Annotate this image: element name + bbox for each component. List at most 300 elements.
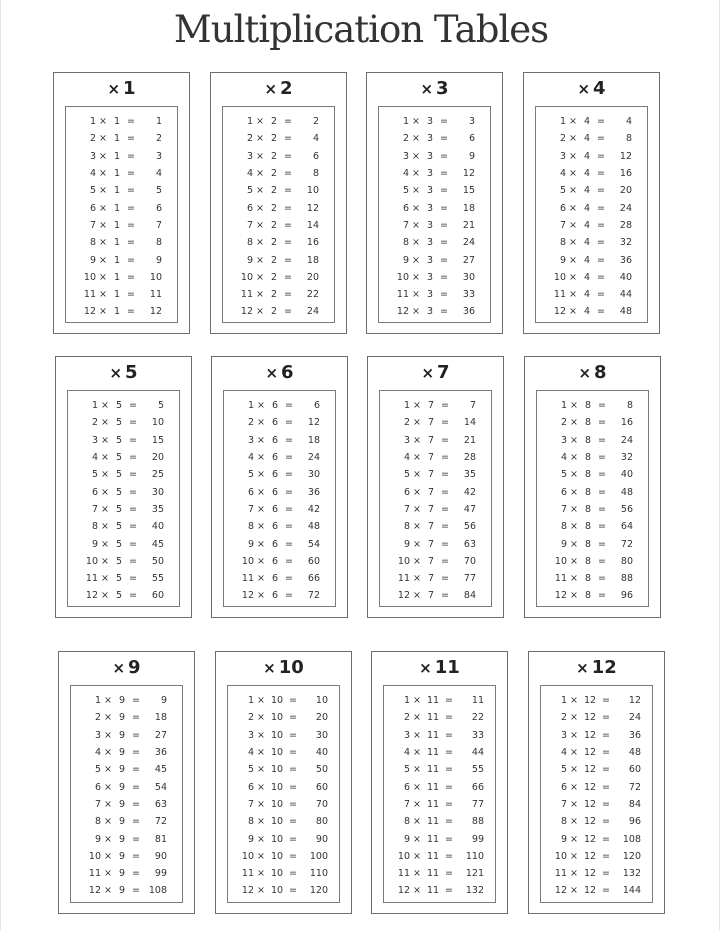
times-symbol: × — [256, 289, 264, 301]
multiplicand: 5 — [115, 538, 123, 550]
equals-symbol: = — [445, 695, 453, 707]
times-table-card — [211, 356, 348, 618]
times-symbol: × — [256, 168, 264, 180]
multiplier: 5 — [560, 764, 567, 776]
times-symbol: × — [413, 555, 421, 567]
multiplicand: 6 — [271, 434, 279, 446]
multiplier: 10 — [554, 555, 567, 567]
equals-symbol: = — [441, 521, 449, 533]
multiplicand: 3 — [426, 237, 434, 249]
fact-row — [536, 182, 647, 199]
equals-symbol: = — [597, 133, 605, 145]
multiplier: 3 — [403, 729, 410, 741]
multiplier: 11 — [240, 289, 253, 301]
equals-symbol: = — [445, 764, 453, 776]
equals-symbol: = — [127, 150, 135, 162]
multiplicand: 2 — [270, 254, 278, 266]
product: 40 — [619, 271, 632, 283]
product: 32 — [619, 237, 632, 249]
times-symbol: × — [101, 417, 109, 429]
times-symbol: × — [570, 521, 578, 533]
multiplicand: 8 — [584, 434, 592, 446]
multiplier: 9 — [559, 254, 566, 266]
multiplier: 8 — [403, 816, 410, 828]
fact-row — [228, 692, 339, 709]
times-table-card — [210, 72, 347, 334]
multiplicand: 5 — [115, 469, 123, 481]
fact-row — [66, 303, 177, 320]
multiplicand: 12 — [583, 729, 597, 741]
multiplier: 9 — [91, 538, 98, 550]
multiplicand: 1 — [113, 219, 121, 231]
table-number: 4 — [593, 78, 606, 99]
fact-row — [71, 727, 182, 744]
times-symbol: × — [257, 781, 265, 793]
times-symbol: × — [412, 116, 420, 128]
times-table-card — [366, 72, 503, 334]
fact-row — [228, 830, 339, 847]
fact-row — [536, 217, 647, 234]
times-symbol: × — [570, 573, 578, 585]
times-symbol: × — [101, 452, 109, 464]
fact-row — [228, 813, 339, 830]
times-symbol: × — [570, 764, 578, 776]
fact-row — [379, 130, 490, 147]
product: 48 — [620, 486, 633, 498]
product: 132 — [622, 868, 641, 880]
times-table-card — [524, 356, 661, 618]
times-symbol: × — [413, 400, 421, 412]
times-symbol: × — [104, 816, 112, 828]
times-symbol: × — [570, 885, 578, 897]
product: 2 — [312, 116, 319, 128]
product: 12 — [306, 202, 319, 214]
equals-symbol: = — [445, 798, 453, 810]
multiplier: 4 — [560, 747, 567, 759]
fact-row — [224, 397, 335, 414]
equals-symbol: = — [284, 306, 292, 318]
fact-row — [537, 535, 648, 552]
fact-row — [384, 709, 495, 726]
multiplicand: 5 — [115, 486, 123, 498]
times-symbol: × — [99, 168, 107, 180]
equals-symbol: = — [289, 816, 297, 828]
multiplier: 1 — [246, 116, 253, 128]
times-symbol: × — [569, 150, 577, 162]
times-symbol: × — [413, 590, 421, 602]
multiplier: 11 — [83, 289, 96, 301]
equals-symbol: = — [441, 400, 449, 412]
multiplicand: 10 — [270, 850, 284, 862]
multiplicand: 6 — [271, 400, 279, 412]
multiplicand: 6 — [271, 417, 279, 429]
multiplicand: 8 — [584, 573, 592, 585]
times-symbol: × — [570, 503, 578, 515]
multiplicand: 1 — [113, 185, 121, 197]
times-symbol: × — [257, 417, 265, 429]
equals-symbol: = — [289, 729, 297, 741]
product: 16 — [306, 237, 319, 249]
multiplicand: 4 — [583, 237, 591, 249]
product: 6 — [468, 133, 475, 145]
equals-symbol: = — [129, 590, 137, 602]
product: 18 — [154, 712, 167, 724]
equals-symbol: = — [597, 202, 605, 214]
fact-row — [541, 882, 652, 899]
times-symbol: × — [256, 254, 264, 266]
equals-symbol: = — [289, 850, 297, 862]
times-symbol: × — [412, 133, 420, 145]
table-heading — [368, 357, 503, 389]
times-symbol: × — [257, 885, 265, 897]
times-symbol: × — [256, 237, 264, 249]
equals-symbol: = — [129, 469, 137, 481]
fact-row — [68, 587, 179, 604]
fact-row — [537, 553, 648, 570]
multiplier: 3 — [94, 729, 101, 741]
times-symbol: × — [257, 555, 265, 567]
product: 84 — [463, 590, 476, 602]
times-symbol: × — [99, 237, 107, 249]
equals-symbol: = — [441, 417, 449, 429]
equals-symbol: = — [132, 833, 140, 845]
fact-row — [224, 570, 335, 587]
times-symbol: × — [569, 116, 577, 128]
multiplicand: 6 — [271, 538, 279, 550]
multiplicand: 4 — [583, 150, 591, 162]
product: 72 — [154, 816, 167, 828]
times-symbol: × — [412, 150, 420, 162]
times-symbol: × — [413, 885, 421, 897]
fact-row — [68, 570, 179, 587]
multiplier: 6 — [403, 781, 410, 793]
equals-symbol: = — [129, 417, 137, 429]
product: 108 — [148, 885, 167, 897]
equals-symbol: = — [284, 150, 292, 162]
multiplier: 8 — [94, 816, 101, 828]
multiplier: 4 — [403, 452, 410, 464]
multiplicand: 8 — [584, 521, 592, 533]
multiplicand: 2 — [270, 306, 278, 318]
product: 40 — [151, 521, 164, 533]
times-symbol: × — [577, 80, 591, 98]
times-symbol: × — [570, 590, 578, 602]
product: 18 — [307, 434, 320, 446]
multiplier: 7 — [247, 503, 254, 515]
fact-row — [537, 587, 648, 604]
fact-row — [228, 848, 339, 865]
table-number: 3 — [436, 78, 449, 99]
multiplicand: 4 — [583, 185, 591, 197]
times-symbol: × — [413, 764, 421, 776]
multiplier: 9 — [247, 833, 254, 845]
times-symbol: × — [257, 469, 265, 481]
product: 16 — [620, 417, 633, 429]
multiplicand: 7 — [427, 538, 435, 550]
fact-row — [541, 830, 652, 847]
fact-row — [541, 709, 652, 726]
multiplier: 8 — [402, 237, 409, 249]
product: 12 — [462, 168, 475, 180]
times-table-card — [523, 72, 660, 334]
fact-row — [223, 113, 334, 130]
equals-symbol: = — [597, 237, 605, 249]
times-symbol: × — [412, 237, 420, 249]
equals-symbol: = — [445, 747, 453, 759]
multiplicand: 11 — [426, 764, 440, 776]
multiplicand: 10 — [270, 781, 284, 793]
fact-row — [384, 865, 495, 882]
multiplier: 5 — [403, 469, 410, 481]
times-symbol: × — [569, 271, 577, 283]
multiplier: 8 — [403, 521, 410, 533]
multiplier: 9 — [403, 833, 410, 845]
product: 45 — [154, 764, 167, 776]
times-symbol: × — [257, 590, 265, 602]
facts-box — [540, 685, 653, 903]
fact-row — [224, 553, 335, 570]
multiplier: 3 — [560, 434, 567, 446]
multiplier: 3 — [403, 434, 410, 446]
multiplicand: 3 — [426, 202, 434, 214]
fact-row — [68, 553, 179, 570]
multiplicand: 7 — [427, 400, 435, 412]
product: 72 — [307, 590, 320, 602]
times-symbol: × — [569, 168, 577, 180]
fact-row — [224, 518, 335, 535]
equals-symbol: = — [602, 781, 610, 793]
times-table-card — [528, 651, 665, 914]
product: 8 — [312, 168, 319, 180]
equals-symbol: = — [132, 798, 140, 810]
fact-row — [541, 761, 652, 778]
times-symbol: × — [421, 364, 435, 382]
multiplicand: 11 — [426, 747, 440, 759]
equals-symbol: = — [284, 219, 292, 231]
multiplier: 1 — [247, 400, 254, 412]
equals-symbol: = — [284, 185, 292, 197]
equals-symbol: = — [597, 150, 605, 162]
equals-symbol: = — [445, 833, 453, 845]
times-symbol: × — [257, 452, 265, 464]
fact-row — [224, 466, 335, 483]
fact-row — [379, 234, 490, 251]
multiplier: 2 — [89, 133, 96, 145]
equals-symbol: = — [445, 885, 453, 897]
multiplier: 5 — [91, 469, 98, 481]
times-symbol: × — [256, 219, 264, 231]
multiplicand: 8 — [584, 400, 592, 412]
fact-row — [536, 113, 647, 130]
multiplier: 8 — [247, 816, 254, 828]
multiplier: 11 — [88, 868, 101, 880]
fact-row — [66, 148, 177, 165]
multiplicand: 7 — [427, 590, 435, 602]
equals-symbol: = — [129, 555, 137, 567]
fact-row — [380, 432, 491, 449]
times-symbol: × — [101, 469, 109, 481]
equals-symbol: = — [129, 486, 137, 498]
times-symbol: × — [412, 271, 420, 283]
equals-symbol: = — [445, 868, 453, 880]
product: 110 — [465, 850, 484, 862]
equals-symbol: = — [129, 452, 137, 464]
multiplicand: 7 — [427, 521, 435, 533]
equals-symbol: = — [285, 486, 293, 498]
fact-row — [228, 865, 339, 882]
multiplicand: 3 — [426, 219, 434, 231]
multiplicand: 4 — [583, 116, 591, 128]
multiplier: 1 — [247, 695, 254, 707]
fact-row — [66, 182, 177, 199]
times-symbol: × — [256, 306, 264, 318]
times-symbol: × — [570, 833, 578, 845]
multiplicand: 11 — [426, 712, 440, 724]
equals-symbol: = — [127, 289, 135, 301]
fact-row — [380, 518, 491, 535]
times-symbol: × — [256, 133, 264, 145]
equals-symbol: = — [289, 764, 297, 776]
multiplicand: 6 — [271, 452, 279, 464]
multiplier: 5 — [89, 185, 96, 197]
multiplicand: 4 — [583, 289, 591, 301]
product: 10 — [151, 417, 164, 429]
fact-row — [379, 303, 490, 320]
multiplier: 11 — [397, 868, 410, 880]
fact-row — [384, 813, 495, 830]
multiplicand: 11 — [426, 885, 440, 897]
multiplicand: 12 — [583, 868, 597, 880]
times-symbol: × — [412, 219, 420, 231]
times-table-card — [215, 651, 352, 914]
multiplicand: 1 — [113, 237, 121, 249]
times-symbol: × — [569, 254, 577, 266]
multiplier: 6 — [403, 486, 410, 498]
equals-symbol: = — [127, 237, 135, 249]
equals-symbol: = — [602, 850, 610, 862]
fact-row — [71, 848, 182, 865]
fact-row — [541, 865, 652, 882]
multiplier: 5 — [402, 185, 409, 197]
product: 66 — [307, 573, 320, 585]
product: 144 — [622, 885, 641, 897]
fact-row — [66, 269, 177, 286]
times-symbol: × — [257, 503, 265, 515]
multiplier: 5 — [247, 764, 254, 776]
fact-row — [66, 217, 177, 234]
table-heading — [59, 652, 194, 684]
times-symbol: × — [413, 695, 421, 707]
product: 18 — [462, 202, 475, 214]
equals-symbol: = — [441, 590, 449, 602]
times-symbol: × — [570, 798, 578, 810]
facts-box — [65, 106, 178, 323]
equals-symbol: = — [289, 781, 297, 793]
table-number: 10 — [278, 657, 304, 678]
multiplier: 8 — [560, 521, 567, 533]
fact-row — [224, 483, 335, 500]
product: 88 — [620, 573, 633, 585]
fact-row — [223, 303, 334, 320]
product: 15 — [462, 185, 475, 197]
table-number: 2 — [280, 78, 293, 99]
multiplier: 7 — [247, 798, 254, 810]
multiplicand: 8 — [584, 503, 592, 515]
multiplier: 2 — [247, 417, 254, 429]
equals-symbol: = — [441, 538, 449, 550]
product: 96 — [628, 816, 641, 828]
equals-symbol: = — [285, 590, 293, 602]
product: 24 — [628, 712, 641, 724]
product: 22 — [471, 712, 484, 724]
table-number: 5 — [125, 362, 138, 383]
equals-symbol: = — [132, 850, 140, 862]
fact-row — [537, 518, 648, 535]
times-symbol: × — [413, 850, 421, 862]
fact-row — [541, 692, 652, 709]
fact-row — [66, 251, 177, 268]
product: 6 — [313, 400, 320, 412]
multiplier: 12 — [241, 590, 254, 602]
product: 20 — [306, 271, 319, 283]
table-heading — [211, 73, 346, 105]
product: 7 — [469, 400, 476, 412]
times-symbol: × — [569, 133, 577, 145]
product: 12 — [619, 150, 632, 162]
multiplicand: 2 — [270, 237, 278, 249]
multiplier: 6 — [246, 202, 253, 214]
product: 50 — [151, 555, 164, 567]
times-symbol: × — [413, 781, 421, 793]
multiplicand: 3 — [426, 271, 434, 283]
fact-row — [223, 165, 334, 182]
times-symbol: × — [570, 868, 578, 880]
equals-symbol: = — [285, 503, 293, 515]
multiplicand: 11 — [426, 833, 440, 845]
equals-symbol: = — [598, 503, 606, 515]
multiplicand: 6 — [271, 590, 279, 602]
multiplicand: 5 — [115, 417, 123, 429]
product: 12 — [149, 306, 162, 318]
product: 12 — [307, 417, 320, 429]
multiplier: 12 — [240, 306, 253, 318]
product: 12 — [628, 695, 641, 707]
times-symbol: × — [101, 400, 109, 412]
equals-symbol: = — [285, 452, 293, 464]
times-symbol: × — [257, 764, 265, 776]
multiplier: 6 — [402, 202, 409, 214]
fact-row — [379, 269, 490, 286]
times-symbol: × — [104, 747, 112, 759]
equals-symbol: = — [284, 168, 292, 180]
fact-row — [537, 449, 648, 466]
multiplier: 1 — [94, 695, 101, 707]
multiplicand: 12 — [583, 712, 597, 724]
fact-row — [379, 199, 490, 216]
equals-symbol: = — [598, 555, 606, 567]
times-symbol: × — [101, 434, 109, 446]
product: 36 — [628, 729, 641, 741]
multiplier: 2 — [403, 712, 410, 724]
multiplier: 5 — [94, 764, 101, 776]
times-symbol: × — [257, 573, 265, 585]
equals-symbol: = — [598, 573, 606, 585]
table-number: 12 — [591, 657, 617, 678]
multiplier: 11 — [397, 573, 410, 585]
equals-symbol: = — [132, 729, 140, 741]
times-symbol: × — [570, 538, 578, 550]
times-symbol: × — [256, 150, 264, 162]
